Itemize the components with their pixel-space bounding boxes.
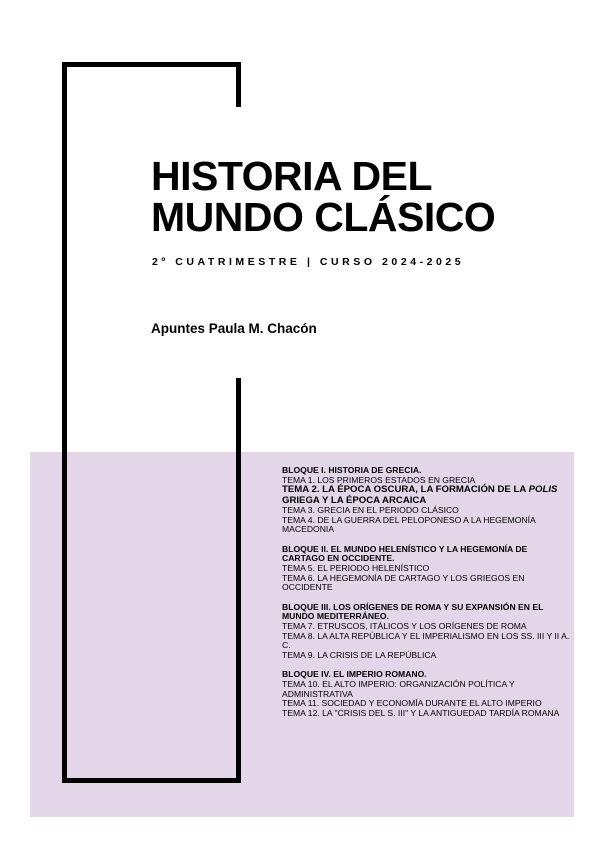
toc-block-title: BLOQUE I. HISTORIA DE GRECIA. bbox=[282, 465, 422, 475]
toc-item: TEMA 7. ETRUSCOS, ITÁLICOS Y LOS ORÍGENES DE ROMA bbox=[282, 620, 527, 631]
title-line-2: MUNDO CLÁSICO bbox=[151, 194, 496, 240]
toc-item: TEMA 3. GRECIA EN EL PERIODO CLÁSICO bbox=[282, 505, 459, 515]
title-line-1: HISTORIA DEL bbox=[151, 153, 433, 199]
toc-block-1 bbox=[282, 466, 572, 535]
toc-item: TEMA 1. LOS PRIMEROS ESTADOS EN GRECIA bbox=[282, 474, 476, 485]
frame-left-bar bbox=[62, 62, 67, 783]
toc-block-title: BLOQUE II. EL MUNDO HELENÍSTICO Y LA HEGEMONÍA DE CARTAGO EN OCCIDENTE. bbox=[282, 543, 528, 564]
toc-item: TEMA 4. DE LA GUERRA DEL PELOPONESO A LA HEGEMONÍA MACEDONIA bbox=[282, 514, 536, 535]
toc-item: TEMA 10. EL ALTO IMPERIO: ORGANIZACIÓN POLÍTICA Y ADMINISTRATIVA bbox=[282, 678, 515, 699]
toc-block-2 bbox=[282, 545, 572, 593]
toc-item: TEMA 11. SOCIEDAD Y ECONOMÍA DURANTE EL ALTO IMPERIO bbox=[282, 698, 542, 709]
toc-block-title: BLOQUE IV. EL IMPERIO ROMANO. bbox=[282, 669, 427, 680]
frame-right-upper-bar bbox=[236, 62, 241, 107]
frame-bottom-bar bbox=[62, 778, 241, 783]
toc-block-4 bbox=[282, 670, 572, 718]
frame-top-bar bbox=[62, 62, 241, 67]
toc-block-3 bbox=[282, 603, 572, 661]
toc-item: TEMA 8. LA ALTA REPÚBLICA Y EL IMPERIALISMO EN LOS SS. III Y II A. C. bbox=[282, 630, 570, 651]
subtitle: 2º CUATRIMESTRE | CURSO 2024-2025 bbox=[152, 256, 465, 268]
frame-right-lower-bar bbox=[236, 378, 241, 783]
toc-item: TEMA 9. LA CRISIS DE LA REPÚBLICA bbox=[282, 649, 437, 660]
toc-block-title: BLOQUE III. LOS ORÍGENES DE ROMA Y SU EXPANSIÓN EN EL MUNDO MEDITERRÁNEO. bbox=[282, 601, 544, 622]
toc-item: TEMA 12. LA "CRISIS DEL S. III" Y LA ANTIGUEDAD TARDÍA ROMANA bbox=[282, 707, 560, 718]
document-title bbox=[151, 153, 496, 240]
table-of-contents bbox=[282, 466, 572, 728]
toc-item: TEMA 6. LA HEGEMONÍA DE CARTAGO Y LOS GRIEGOS EN OCCIDENTE bbox=[282, 572, 525, 593]
author-line: Apuntes Paula M. Chacón bbox=[151, 321, 317, 336]
toc-item-emphasized: TEMA 2. LA ÉPOCA OSCURA, LA FORMACIÓN DE LA POLIS GRIEGA Y LA ÉPOCA ARCAICA bbox=[282, 484, 558, 506]
toc-item: TEMA 5. EL PERIODO HELENÍSTICO bbox=[282, 562, 430, 573]
